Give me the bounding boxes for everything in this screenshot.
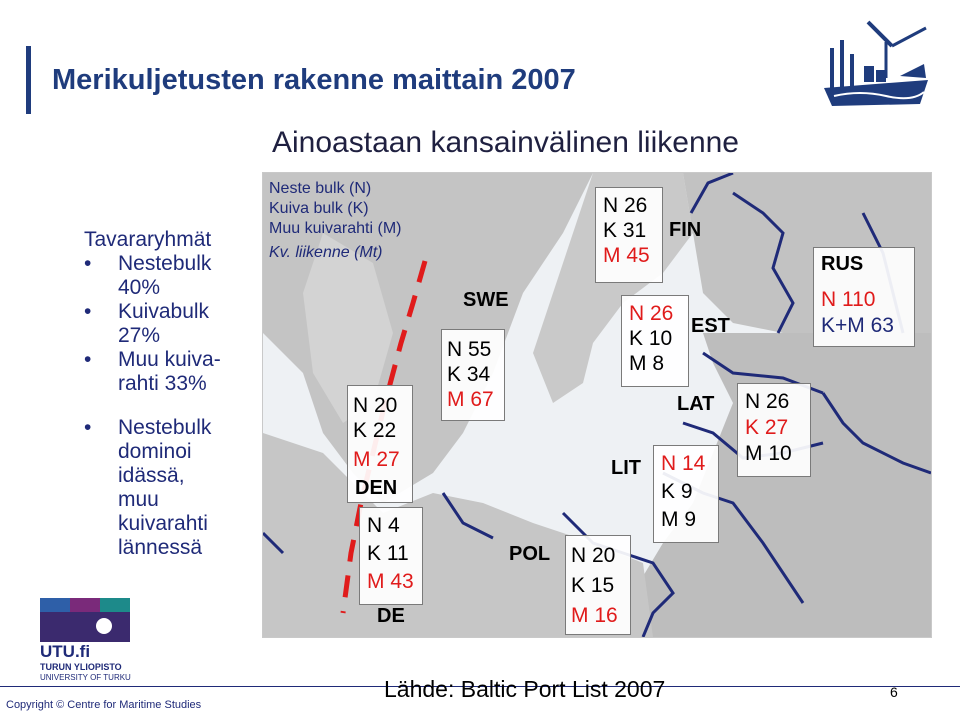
note-line: idässä,: [118, 464, 185, 487]
den-k-value: K 22: [353, 419, 397, 442]
est-m-value: M 8: [629, 352, 665, 375]
university-logo-name-en: UNIVERSITY OF TURKU: [40, 673, 131, 682]
bullet-icon: •: [84, 416, 92, 439]
rus-n-value: N 110: [821, 288, 876, 311]
copyright-text: Copyright © Centre for Maritime Studies: [6, 699, 202, 711]
bullet-icon: •: [84, 348, 92, 371]
de-label: DE: [377, 605, 405, 627]
fin-n-value: N 26: [603, 194, 648, 217]
goods-group-list: [40, 252, 250, 560]
list-item: [40, 416, 250, 560]
swe-label: SWE: [463, 289, 509, 311]
swe-m-value: M 67: [447, 388, 494, 411]
fin-k-value: K 31: [603, 219, 647, 242]
swe-k-value: K 34: [447, 363, 491, 386]
est-n-value: N 26: [629, 302, 674, 325]
note-line: Nestebulk: [118, 416, 212, 439]
bullet-icon: •: [84, 252, 92, 275]
den-n-value: N 20: [353, 394, 398, 417]
note-line: lännessä: [118, 536, 203, 559]
legend-item-n: Neste bulk (N): [269, 180, 372, 197]
port-crane-logo: [820, 18, 932, 114]
university-logo-name-fi: TURUN YLIOPISTO: [40, 662, 122, 672]
lat-k-value: K 27: [745, 416, 789, 439]
pol-k-value: K 15: [571, 574, 615, 597]
de-m-value: M 43: [367, 570, 414, 593]
list-item-value: 27%: [118, 324, 161, 347]
title-accent-bar: [26, 46, 31, 114]
source-note: Lähde: Baltic Port List 2007: [384, 676, 666, 702]
list-item: [40, 348, 250, 396]
university-logo: [40, 598, 136, 688]
bullet-icon: •: [84, 300, 92, 323]
list-item-label: Kuivabulk: [118, 300, 210, 323]
est-k-value: K 10: [629, 327, 673, 350]
lat-n-value: N 26: [745, 390, 790, 413]
legend-item-m: Muu kuivarahti (M): [269, 220, 402, 237]
lit-label: LIT: [611, 457, 641, 479]
spacer: [40, 396, 250, 416]
pol-m-value: M 16: [571, 604, 618, 627]
est-label: EST: [691, 315, 730, 337]
baltic-map: [262, 172, 932, 638]
list-item-label: Nestebulk: [118, 252, 212, 275]
legend-item-k: Kuiva bulk (K): [269, 200, 369, 217]
lat-m-value: M 10: [745, 442, 792, 465]
page-subtitle: Ainoastaan kansainvälinen liikenne: [272, 126, 739, 159]
pol-label: POL: [509, 543, 551, 565]
de-k-value: K 11: [367, 542, 409, 565]
legend-unit: Kv. liikenne (Mt): [269, 244, 383, 261]
den-label: DEN: [355, 477, 398, 499]
map-legend: [269, 179, 401, 263]
university-logo-text: UTU.fi: [40, 642, 91, 661]
list-item-value: rahti 33%: [118, 372, 207, 395]
note-line: dominoi: [118, 440, 192, 463]
left-summary: [40, 228, 250, 560]
list-item: [40, 252, 250, 300]
rus-label: RUS: [821, 253, 864, 275]
fin-label: FIN: [669, 219, 702, 241]
lit-n-value: N 14: [661, 452, 706, 475]
lit-k-value: K 9: [661, 480, 693, 503]
de-n-value: N 4: [367, 514, 400, 537]
pol-n-value: N 20: [571, 544, 616, 567]
rus-km-value: K+M 63: [821, 314, 894, 337]
list-item-label: Muu kuiva-: [118, 348, 221, 371]
page-title: Merikuljetusten rakenne maittain 2007: [52, 64, 576, 96]
list-item-value: 40%: [118, 276, 161, 299]
goods-groups-heading: Tavararyhmät: [84, 228, 212, 251]
list-item: [40, 300, 250, 348]
lat-label: LAT: [677, 393, 715, 415]
den-m-value: M 27: [353, 448, 400, 471]
note-line: muu: [118, 488, 159, 511]
page-number: 6: [890, 684, 898, 700]
swe-n-value: N 55: [447, 338, 492, 361]
fin-m-value: M 45: [603, 244, 650, 267]
note-line: kuivarahti: [118, 512, 208, 535]
lit-m-value: M 9: [661, 508, 697, 531]
